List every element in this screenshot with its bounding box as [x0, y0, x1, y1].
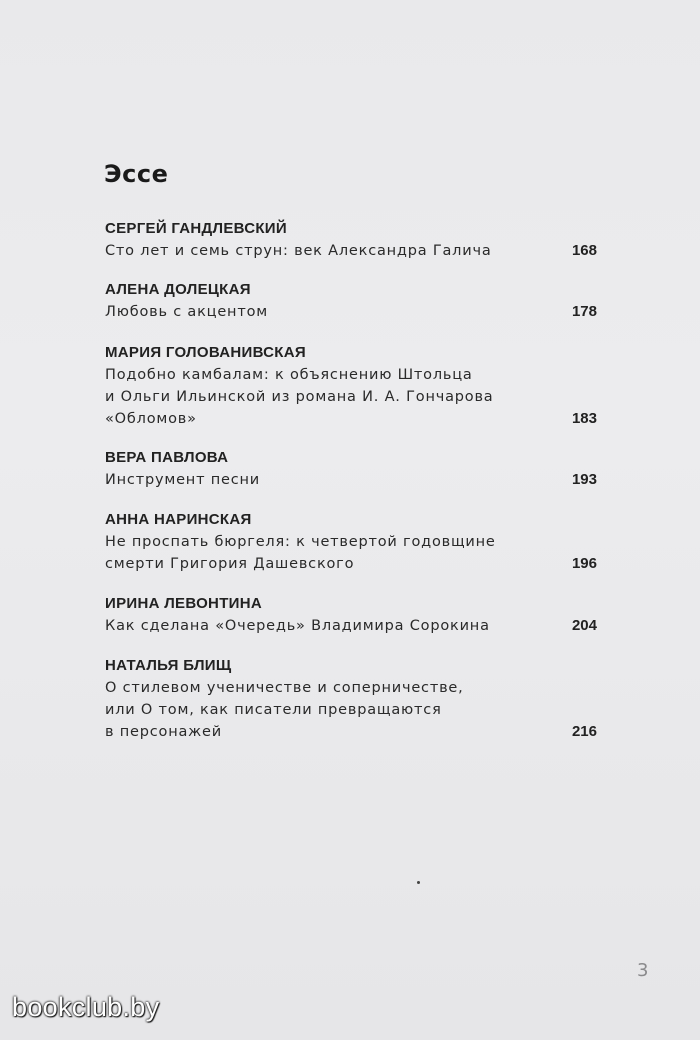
entry-titles: [105, 615, 597, 637]
entry-title-line: смерти Григория Дашевского: [105, 556, 355, 572]
entry-title-line: Любовь с акцентом: [105, 304, 268, 320]
entry-title-line: О стилевом ученичестве и соперничестве,: [105, 680, 464, 696]
toc-entry: [105, 593, 597, 637]
watermark-logo: bookclub.by: [12, 992, 160, 1022]
entry-author: АЛЕНА ДОЛЕЦКАЯ: [105, 281, 251, 298]
entry-page-number: 193: [571, 471, 597, 488]
entry-author: ВЕРА ПАВЛОВА: [105, 449, 229, 466]
entry-author: ИРИНА ЛЕВОНТИНА: [105, 595, 262, 612]
toc-entry: [105, 279, 597, 323]
entry-titles: [105, 469, 597, 491]
entry-title-line: Как сделана «Очередь» Владимира Сорокина: [105, 618, 490, 634]
entry-page-number: 204: [571, 617, 597, 634]
entry-page-number: 183: [571, 410, 597, 427]
entry-titles: [105, 364, 597, 430]
toc-entry: [105, 342, 597, 430]
entry-author: МАРИЯ ГОЛОВАНИВСКАЯ: [105, 344, 306, 361]
entry-page-number: 216: [571, 723, 597, 740]
entry-author: НАТАЛЬЯ БЛИЩ: [105, 657, 232, 674]
entry-title-line: «Обломов»: [105, 411, 197, 427]
toc-entry: [105, 509, 597, 575]
entry-title-line: и Ольги Ильинской из романа И. А. Гончарова: [105, 389, 494, 405]
entry-titles: [105, 677, 597, 743]
paper-speck: [417, 881, 420, 884]
entry-page-number: 168: [571, 242, 597, 259]
entry-titles: [105, 301, 597, 323]
entry-title-line: в персонажей: [105, 724, 222, 740]
entry-titles: [105, 531, 597, 575]
toc-entry: [105, 447, 597, 491]
toc-entry: [105, 218, 597, 262]
folio-page-number: 3: [637, 960, 649, 981]
entry-title-line: Инструмент песни: [105, 472, 261, 488]
entry-title-line: или О том, как писатели превращаются: [105, 702, 442, 718]
section-title: Эссе: [104, 160, 169, 188]
entry-title-line: Сто лет и семь струн: век Александра Галича: [105, 243, 492, 259]
entry-titles: [105, 240, 597, 262]
entry-page-number: 196: [571, 555, 597, 572]
entry-title-line: Не проспать бюргеля: к четвертой годовщине: [105, 534, 496, 550]
entry-author: СЕРГЕЙ ГАНДЛЕВСКИЙ: [105, 220, 287, 237]
toc-entry: [105, 655, 597, 743]
entry-page-number: 178: [571, 303, 597, 320]
entry-author: АННА НАРИНСКАЯ: [105, 511, 252, 528]
entry-title-line: Подобно камбалам: к объяснению Штольца: [105, 367, 473, 383]
